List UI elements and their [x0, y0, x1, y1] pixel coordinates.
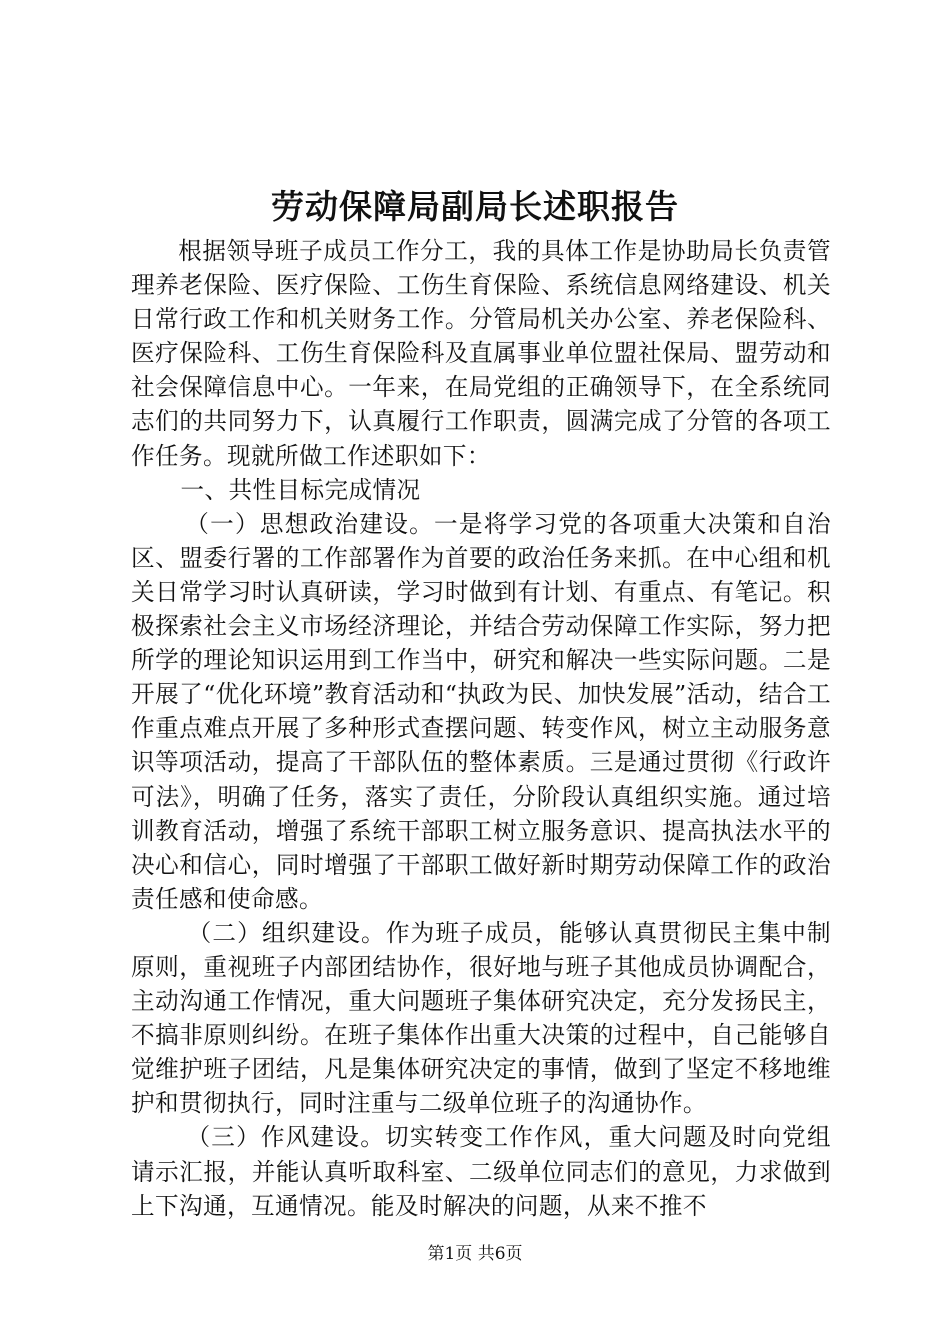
paragraph-ideological-political: （一）思想政治建设。一是将学习党的各项重大决策和自治区、盟委行署的工作部署作为首要的政治任务来抓。在中心组和机关日常学习时认真研读，学习时做到有计划、有重点、有笔记。积极探索社会主义市场经济理论，并结合劳动保障工作实际，努力把所学的理论知识运用到工作当中，研究和解决一些实际问题。二是开展了“优化环境”教育活动和“执政为民、加快发展”活动，结合工作重点难点开展了多种形式查摆问题、转变作风，树立主动服务意识等项活动，提高了干部队伍的整体素质。三是通过贯彻《行政许可法》，明确了任务，落实了责任，分阶段认真组织实施。通过培训教育活动，增强了系统干部职工树立服务意识、提高执法水平的决心和信心，同时增强了干部职工做好新时期劳动保障工作的政治责任感和使命感。 — [131, 509, 831, 913]
section-heading-common-goals: 一、共性目标完成情况 — [180, 475, 421, 504]
document-body — [131, 234, 831, 1223]
document-title: 劳动保障局副局长述职报告 — [271, 187, 679, 226]
paragraph-intro: 根据领导班子成员工作分工，我的具体工作是协助局长负责管理养老保险、医疗保险、工伤生育保险、系统信息网络建设、机关日常行政工作和机关财务工作。分管局机关办公室、养老保险科、医疗保险科、工伤生育保险科及直属事业单位盟社保局、盟劳动和社会保障信息中心。一年来，在局党组的正确领导下，在全系统同志们的共同努力下，认真履行工作职责，圆满完成了分管的各项工作任务。现就所做工作述职如下： — [131, 237, 831, 470]
paragraph-organization: （二）组织建设。作为班子成员，能够认真贯彻民主集中制原则，重视班子内部团结协作，很好地与班子其他成员协调配合，主动沟通工作情况，重大问题班子集体研究决定，充分发扬民主，不搞非原则纠纷。在班子集体作出重大决策的过程中，自己能够自觉维护班子团结，凡是集体研究决定的事情，做到了坚定不移地维护和贯彻执行，同时注重与二级单位班子的沟通协作。 — [131, 918, 831, 1118]
paragraph-work-style: （三）作风建设。切实转变工作作风，重大问题及时向党组请示汇报，并能认真听取科室、二级单位同志们的意见，力求做到上下沟通，互通情况。能及时解决的问题，从来不推不 — [131, 1123, 831, 1220]
page-number-footer: 第1页 共6页 — [427, 1244, 523, 1264]
